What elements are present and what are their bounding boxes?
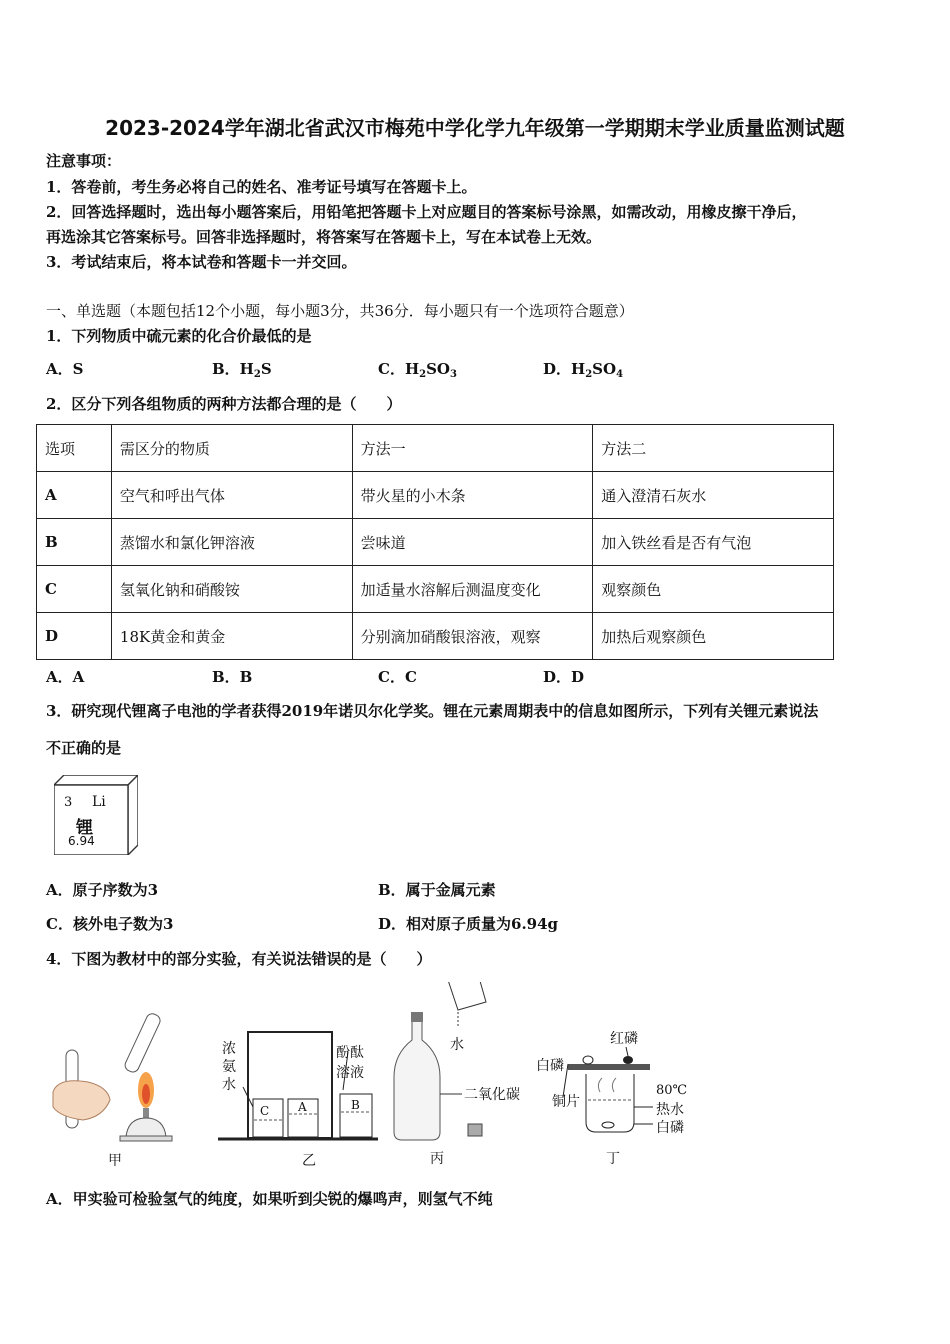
beaker-label-c: C (260, 1104, 270, 1118)
q3-stem-cont: 不正确的是 (46, 739, 122, 757)
element-mass: 6.94 (68, 834, 95, 848)
q1-option-c: C．$H_2SO_3$ (378, 360, 457, 380)
element-number: 3 (64, 795, 73, 810)
hydrogen-test-illustration (53, 1012, 172, 1141)
table-cell: A (37, 472, 112, 519)
ammonia-label: 浓 (222, 1041, 236, 1057)
table-cell: C (37, 566, 112, 613)
co2-label: 二氧化碳 (464, 1087, 520, 1103)
table-header-row (37, 425, 834, 472)
notice-item-2-cont: 再选涂其它答案标号。回答非选择题时，将答案写在答题卡上，写在本试卷上无效。 (46, 228, 602, 246)
q2-option-a: A．A (46, 668, 85, 686)
table-header: 选项 (37, 425, 112, 472)
table-row (37, 472, 834, 519)
page-title: 2023-2024学年湖北省武汉市梅苑中学化学九年级第一学期期末学业质量监测试题 (105, 116, 845, 140)
table-cell: 蒸馏水和氯化钾溶液 (111, 519, 352, 566)
q4-stem: 4．下图为教材中的部分实验，有关说法错误的是（ ） (46, 950, 432, 968)
q2-option-b: B．B (212, 668, 253, 686)
table-cell: 观察颜色 (593, 566, 834, 613)
copper-sheet-label: 铜片 (552, 1094, 580, 1110)
element-symbol: Li (92, 794, 106, 810)
white-phosphorus-bottom-label: 白磷 (656, 1120, 684, 1136)
beaker-label-a: A (298, 1100, 307, 1114)
phosphorus-combustion-illustration (563, 1047, 653, 1132)
table-cell: 加适量水溶解后测温度变化 (352, 566, 593, 613)
table-cell: 分别滴加硝酸银溶液，观察 (352, 613, 593, 660)
white-phosphorus-top-label: 白磷 (536, 1058, 564, 1074)
q1-option-a: A．S (46, 360, 84, 378)
table-header: 方法二 (593, 425, 834, 472)
element-name: 锂 (76, 818, 93, 838)
notice-item-1: 1．答卷前，考生务必将自己的姓名、准考证号填写在答题卡上。 (46, 178, 477, 196)
table-row (37, 519, 834, 566)
figure-label-yi: 乙 (302, 1153, 316, 1169)
co2-bottle-illustration (394, 982, 486, 1140)
q2-table (36, 424, 834, 660)
figure-label-jia: 甲 (108, 1153, 122, 1169)
table-cell: 加入铁丝看是否有气泡 (593, 519, 834, 566)
section-heading: 一、单选题（本题包括12个小题，每小题3分，共36分．每小题只有一个选项符合题意） (46, 302, 634, 320)
red-phosphorus-label: 红磷 (610, 1031, 638, 1047)
notice-item-3: 3．考试结束后，将本试卷和答题卡一并交回。 (46, 253, 357, 271)
hot-water-label: 热水 (656, 1102, 684, 1118)
q3-option-d: D．相对原子质量为6.94g (378, 915, 559, 933)
notice-item-2: 2．回答选择题时，选出每小题答案后，用铅笔把答题卡上对应题目的答案标号涂黑，如需改动，用橡皮擦干净后， (46, 203, 807, 221)
table-cell: 尝味道 (352, 519, 593, 566)
figure-label-bing: 丙 (430, 1151, 444, 1167)
q3-option-c: C．核外电子数为3 (46, 915, 174, 933)
table-cell: 加热后观察颜色 (593, 613, 834, 660)
phenolphthalein-label: 溶液 (336, 1065, 364, 1081)
q4-option-a: A．甲实验可检验氢气的纯度，如果听到尖锐的爆鸣声，则氢气不纯 (46, 1190, 493, 1208)
experiment-figure (48, 982, 698, 1172)
beaker-label-b: B (351, 1098, 360, 1112)
water-label: 水 (450, 1037, 464, 1053)
phenolphthalein-label: 酚酞 (336, 1045, 364, 1061)
q3-stem: 3．研究现代锂离子电池的学者获得2019年诺贝尔化学奖。锂在元素周期表中的信息如图所示，下列有关锂元素说法 (46, 702, 819, 720)
table-cell: 18K黄金和黄金 (111, 613, 352, 660)
ammonia-label: 水 (222, 1077, 236, 1093)
figure-label-ding: 丁 (606, 1151, 620, 1167)
q2-stem: 2．区分下列各组物质的两种方法都合理的是（ ） (46, 395, 402, 413)
table-cell: 氢氧化钠和硝酸铵 (111, 566, 352, 613)
q3-option-b: B．属于金属元素 (378, 881, 496, 899)
table-cell: 带火星的小木条 (352, 472, 593, 519)
ammonia-label: 氨 (222, 1059, 236, 1075)
table-cell: D (37, 613, 112, 660)
notice-heading: 注意事项： (46, 152, 122, 170)
table-row (37, 566, 834, 613)
table-cell: 通入澄清石灰水 (593, 472, 834, 519)
q2-option-c: C．C (378, 668, 417, 686)
q1-option-d: D．$H_2SO_4$ (543, 360, 624, 380)
q1-option-b: B．$H_2S$ (212, 360, 272, 380)
q1-stem: 1．下列物质中硫元素的化合价最低的是 (46, 327, 312, 345)
table-cell: 空气和呼出气体 (111, 472, 352, 519)
q2-option-d: D．D (543, 668, 585, 686)
temperature-label: 80℃ (656, 1083, 688, 1098)
table-header: 方法一 (352, 425, 593, 472)
q3-option-a: A．原子序数为3 (46, 881, 159, 899)
table-row (37, 613, 834, 660)
table-header: 需区分的物质 (111, 425, 352, 472)
element-cell (54, 775, 138, 855)
table-cell: B (37, 519, 112, 566)
